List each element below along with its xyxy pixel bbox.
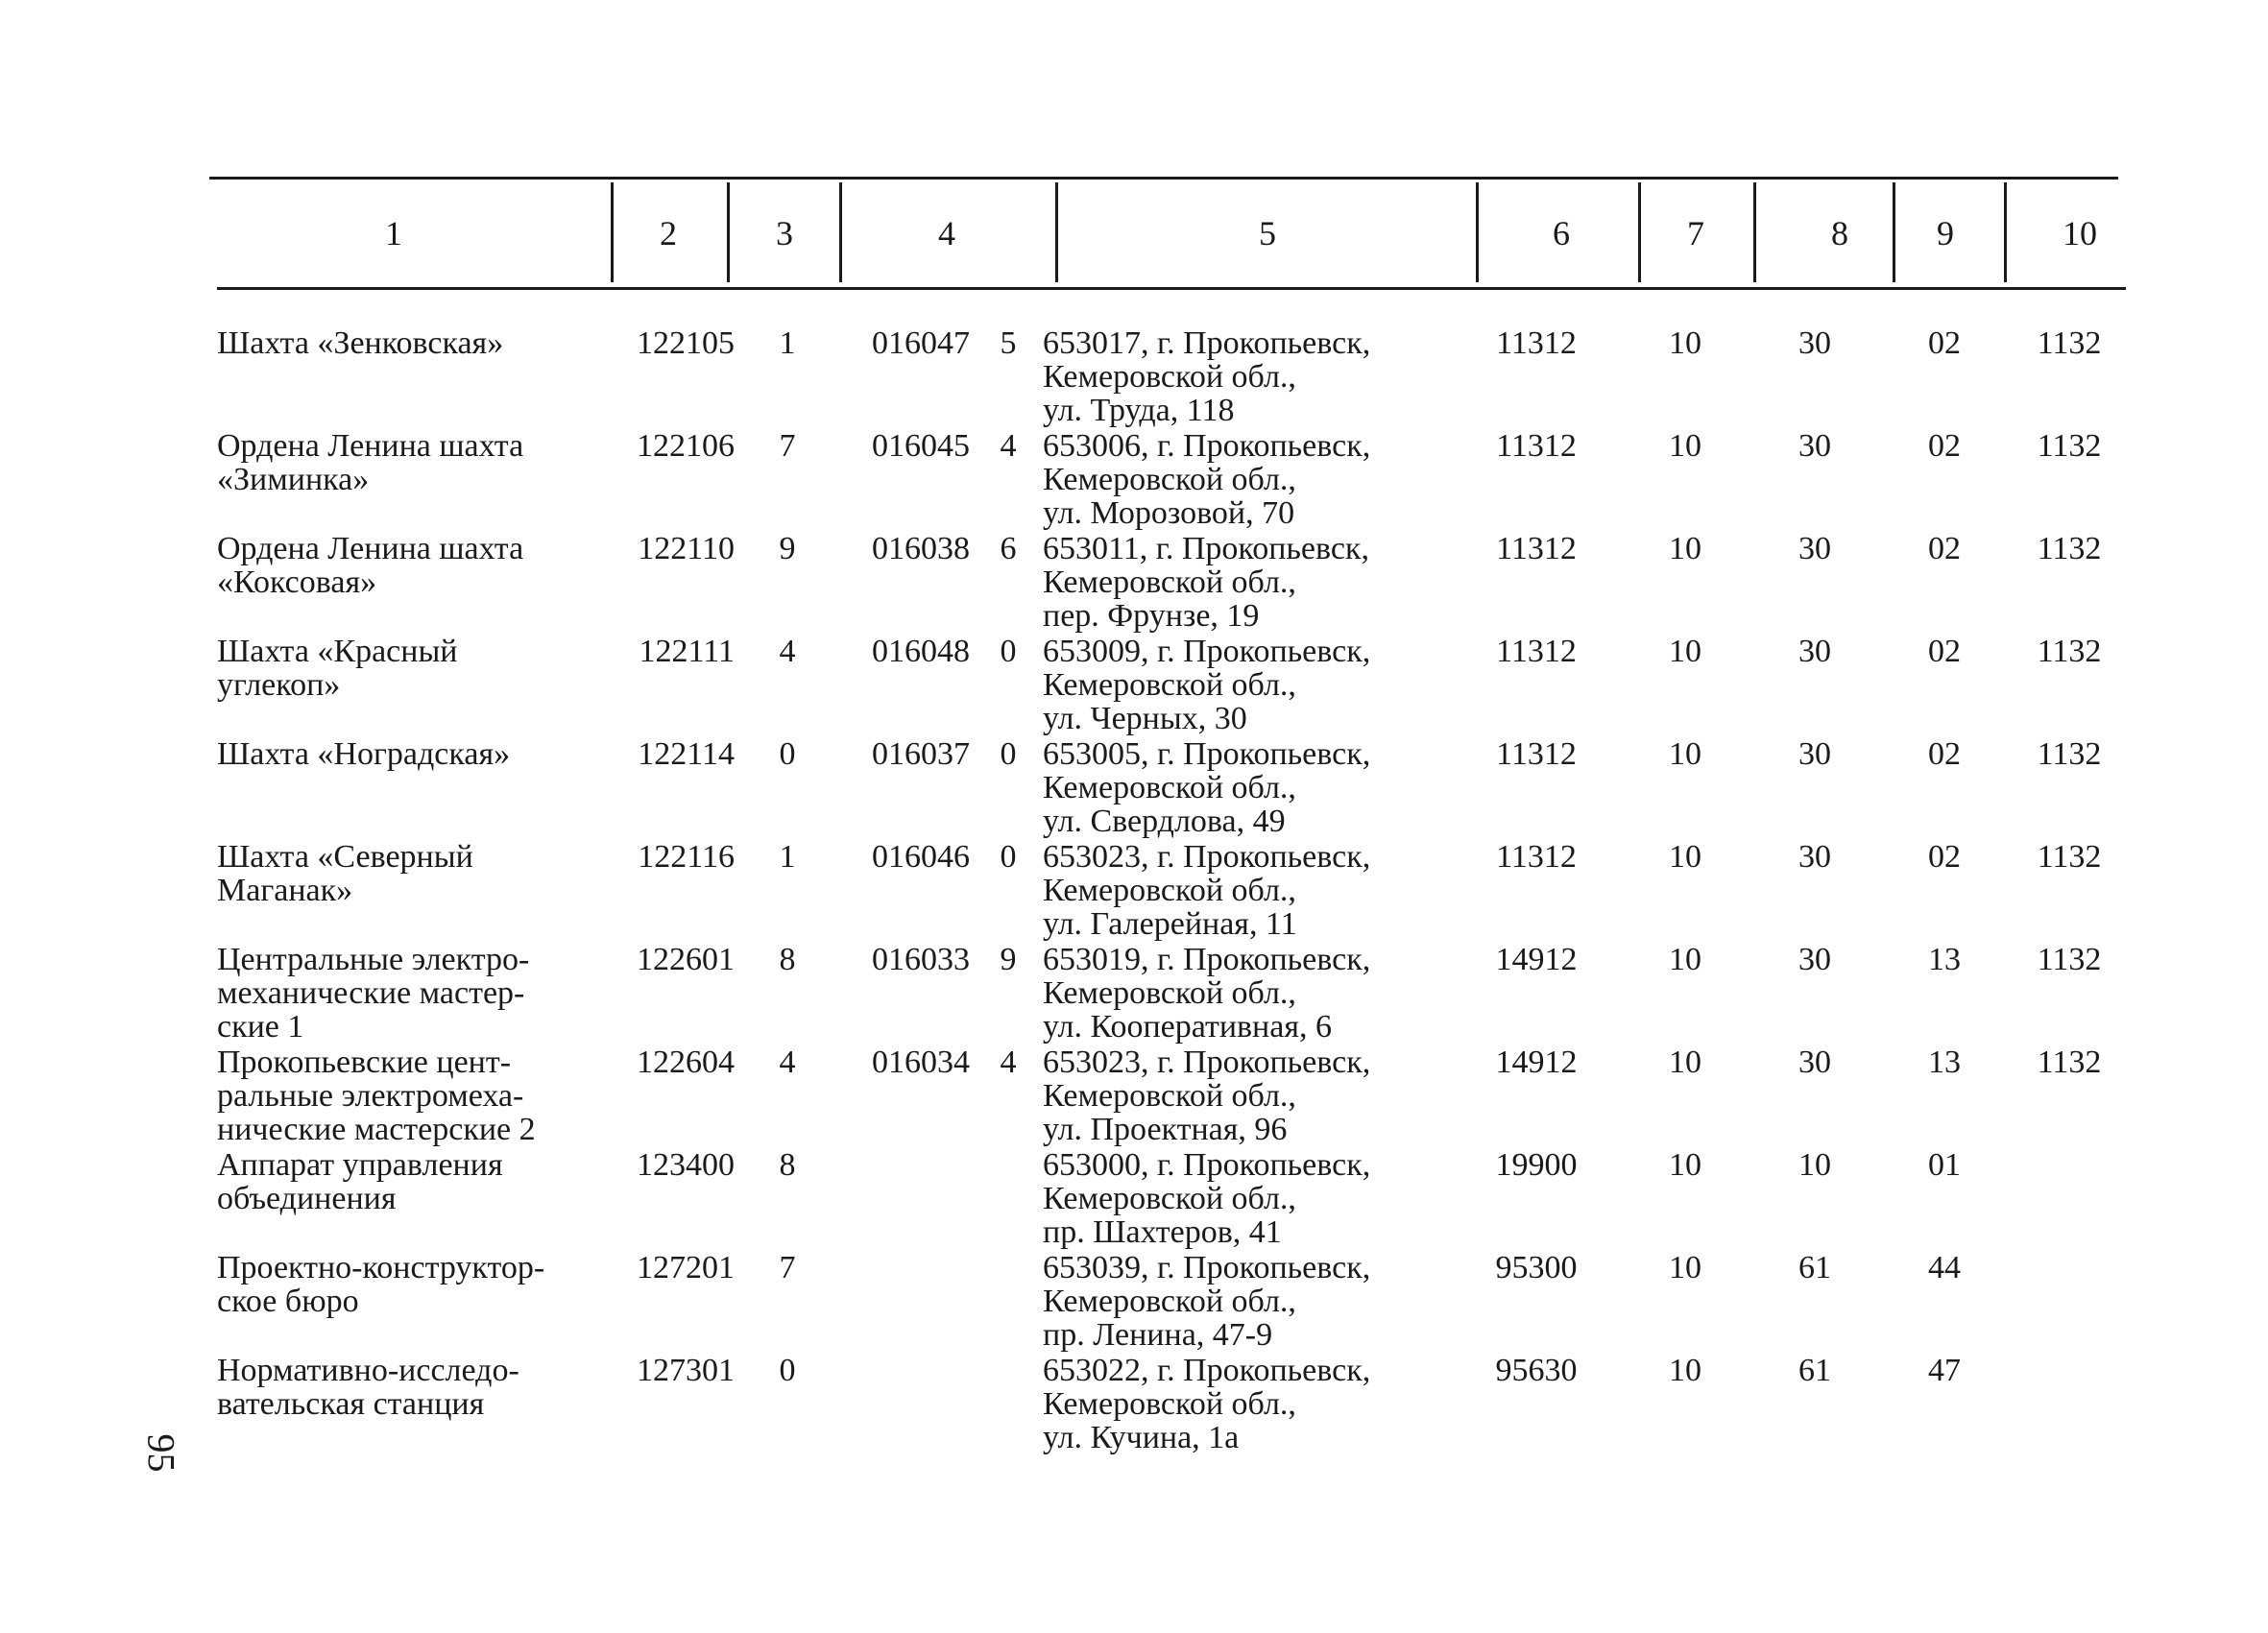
check-digit: 4 (1000, 1045, 1017, 1080)
column-header: 4 (938, 214, 955, 252)
check-digit: 8 (779, 942, 796, 977)
column-8-value: 61 (1798, 1353, 1831, 1388)
column-9-value: 47 (1928, 1353, 1961, 1388)
column-header: 7 (1687, 214, 1704, 252)
column-header: 5 (1259, 214, 1276, 252)
check-digit: 9 (1000, 942, 1017, 977)
secondary-code: 016033 (872, 942, 970, 977)
address: 653011, г. Прокопьевск, Кемеровской обл., пер. Фрунзе, 19 (1043, 531, 1369, 634)
enterprise-name: Центральные электро- механические мастер- ские 1 (217, 942, 530, 1045)
column-9-value: 02 (1928, 428, 1961, 464)
secondary-code: 016045 (872, 428, 970, 464)
check-digit: 5 (1000, 325, 1017, 361)
column-7-value: 10 (1669, 942, 1701, 977)
secondary-code: 016034 (872, 1045, 970, 1080)
check-digit: 8 (779, 1147, 796, 1183)
secondary-code: 016037 (872, 736, 970, 772)
column-7-value: 10 (1669, 1147, 1701, 1183)
column-7-value: 10 (1669, 736, 1701, 772)
column-header: 9 (1937, 214, 1954, 252)
check-digit: 0 (779, 1353, 796, 1388)
enterprise-name: Аппарат управления объединения (217, 1147, 503, 1216)
table-row (0, 429, 2268, 533)
column-6-value: 11312 (1496, 531, 1577, 566)
column-9-value: 02 (1928, 839, 1961, 875)
enterprise-name: Нормативно-исследо- вательская станция (217, 1353, 519, 1422)
column-9-value: 02 (1928, 736, 1961, 772)
column-divider (839, 182, 842, 282)
enterprise-name: Проектно-конструктор- ское бюро (217, 1250, 545, 1319)
column-10-value: 1132 (2037, 839, 2102, 875)
column-9-value: 13 (1928, 1045, 1961, 1080)
column-header: 10 (2063, 214, 2097, 252)
column-10-value: 1132 (2037, 634, 2102, 669)
table-row (0, 1045, 2268, 1149)
column-6-value: 95630 (1495, 1353, 1578, 1388)
address: 653006, г. Прокопьевск, Кемеровской обл., ул. Морозовой, 70 (1043, 428, 1371, 531)
header-bottom-rule (217, 287, 2126, 290)
enterprise-name: Ордена Ленина шахта «Коксовая» (217, 531, 524, 600)
secondary-code: 016048 (872, 634, 970, 669)
enterprise-code: 127301 (637, 1353, 735, 1388)
table-top-rule (209, 177, 2118, 180)
check-digit: 6 (1000, 531, 1017, 566)
address: 653039, г. Прокопьевск, Кемеровской обл., пр. Ленина, 47-9 (1043, 1250, 1371, 1353)
column-8-value: 30 (1798, 634, 1831, 669)
table-row (0, 1148, 2268, 1252)
address: 653019, г. Прокопьевск, Кемеровской обл., ул. Кооперативная, 6 (1043, 942, 1371, 1045)
enterprise-code: 123400 (637, 1147, 735, 1183)
table-row (0, 943, 2268, 1046)
check-digit: 9 (779, 531, 796, 566)
check-digit: 4 (1000, 428, 1017, 464)
column-6-value: 11312 (1496, 634, 1577, 669)
column-header: 1 (385, 214, 402, 252)
enterprise-code: 127201 (637, 1250, 735, 1285)
column-7-value: 10 (1669, 1353, 1701, 1388)
column-divider (1893, 182, 1895, 282)
column-7-value: 10 (1669, 428, 1701, 464)
check-digit: 1 (779, 325, 796, 361)
address: 653009, г. Прокопьевск, Кемеровской обл., ул. Черных, 30 (1043, 634, 1371, 736)
column-6-value: 11312 (1496, 736, 1577, 772)
column-6-value: 11312 (1496, 428, 1577, 464)
column-8-value: 30 (1798, 839, 1831, 875)
address: 653000, г. Прокопьевск, Кемеровской обл., пр. Шахтеров, 41 (1043, 1147, 1371, 1250)
column-6-value: 11312 (1496, 325, 1577, 361)
check-digit: 1 (779, 839, 796, 875)
table-row (0, 840, 2268, 944)
column-6-value: 95300 (1495, 1250, 1578, 1285)
enterprise-name: Шахта «Красный углекоп» (217, 634, 458, 703)
column-8-value: 61 (1798, 1250, 1831, 1285)
table-row (0, 1251, 2268, 1355)
column-7-value: 10 (1669, 839, 1701, 875)
check-digit: 0 (1000, 634, 1017, 669)
column-divider (1055, 182, 1058, 282)
column-9-value: 02 (1928, 325, 1961, 361)
address: 653023, г. Прокопьевск, Кемеровской обл., ул. Галерейная, 11 (1043, 839, 1371, 942)
column-header: 2 (660, 214, 677, 252)
column-6-value: 14912 (1495, 1045, 1578, 1080)
check-digit: 7 (779, 1250, 796, 1285)
check-digit: 4 (779, 1045, 796, 1080)
column-header: 8 (1831, 214, 1848, 252)
enterprise-name: Ордена Ленина шахта «Зиминка» (217, 428, 524, 497)
address: 653022, г. Прокопьевск, Кемеровской обл., ул. Кучина, 1а (1043, 1353, 1371, 1455)
column-9-value: 44 (1928, 1250, 1961, 1285)
table-row (0, 326, 2268, 430)
check-digit: 4 (779, 634, 796, 669)
column-8-value: 30 (1798, 428, 1831, 464)
column-divider (1753, 182, 1756, 282)
secondary-code: 016046 (872, 839, 970, 875)
column-7-value: 10 (1669, 1045, 1701, 1080)
address: 653017, г. Прокопьевск, Кемеровской обл., ул. Труда, 118 (1043, 325, 1371, 428)
table-row (0, 1354, 2268, 1457)
table-row (0, 737, 2268, 841)
column-divider (727, 182, 730, 282)
column-6-value: 14912 (1495, 942, 1578, 977)
column-7-value: 10 (1669, 325, 1701, 361)
table-row (0, 532, 2268, 636)
enterprise-code: 122116 (638, 839, 735, 875)
enterprise-name: Шахта «Ноградская» (217, 736, 511, 772)
column-divider (1476, 182, 1479, 282)
enterprise-name: Шахта «Северный Маганак» (217, 839, 473, 908)
check-digit: 0 (1000, 839, 1017, 875)
column-divider (611, 182, 614, 282)
column-10-value: 1132 (2037, 736, 2102, 772)
column-8-value: 30 (1798, 325, 1831, 361)
check-digit: 0 (779, 736, 796, 772)
enterprise-code: 122111 (639, 634, 735, 669)
column-10-value: 1132 (2037, 325, 2102, 361)
table-row (0, 635, 2268, 738)
enterprise-code: 122105 (637, 325, 735, 361)
column-7-value: 10 (1669, 1250, 1701, 1285)
column-10-value: 1132 (2037, 1045, 2102, 1080)
column-9-value: 13 (1928, 942, 1961, 977)
column-8-value: 30 (1798, 531, 1831, 566)
column-6-value: 11312 (1496, 839, 1577, 875)
column-header: 3 (776, 214, 793, 252)
page-number: 95 (139, 1433, 183, 1473)
column-10-value: 1132 (2037, 531, 2102, 566)
column-6-value: 19900 (1495, 1147, 1578, 1183)
column-8-value: 30 (1798, 736, 1831, 772)
column-7-value: 10 (1669, 634, 1701, 669)
secondary-code: 016047 (872, 325, 970, 361)
column-10-value: 1132 (2037, 942, 2102, 977)
address: 653005, г. Прокопьевск, Кемеровской обл., ул. Свердлова, 49 (1043, 736, 1371, 839)
enterprise-code: 122114 (638, 736, 735, 772)
column-divider (1638, 182, 1641, 282)
column-9-value: 02 (1928, 634, 1961, 669)
enterprise-code: 122601 (637, 942, 735, 977)
column-10-value: 1132 (2037, 428, 2102, 464)
enterprise-code: 122110 (638, 531, 735, 566)
enterprise-name: Шахта «Зенковская» (217, 325, 504, 361)
enterprise-name: Прокопьевские цент- ральные электромеха- нические мастерские 2 (217, 1045, 536, 1147)
column-9-value: 02 (1928, 531, 1961, 566)
column-7-value: 10 (1669, 531, 1701, 566)
column-divider (2004, 182, 2007, 282)
check-digit: 7 (779, 428, 796, 464)
column-header: 6 (1553, 214, 1570, 252)
check-digit: 0 (1000, 736, 1017, 772)
enterprise-code: 122106 (637, 428, 735, 464)
column-8-value: 30 (1798, 1045, 1831, 1080)
column-8-value: 30 (1798, 942, 1831, 977)
address: 653023, г. Прокопьевск, Кемеровской обл., ул. Проектная, 96 (1043, 1045, 1371, 1147)
column-8-value: 10 (1798, 1147, 1831, 1183)
column-9-value: 01 (1928, 1147, 1961, 1183)
secondary-code: 016038 (872, 531, 970, 566)
enterprise-code: 122604 (637, 1045, 735, 1080)
